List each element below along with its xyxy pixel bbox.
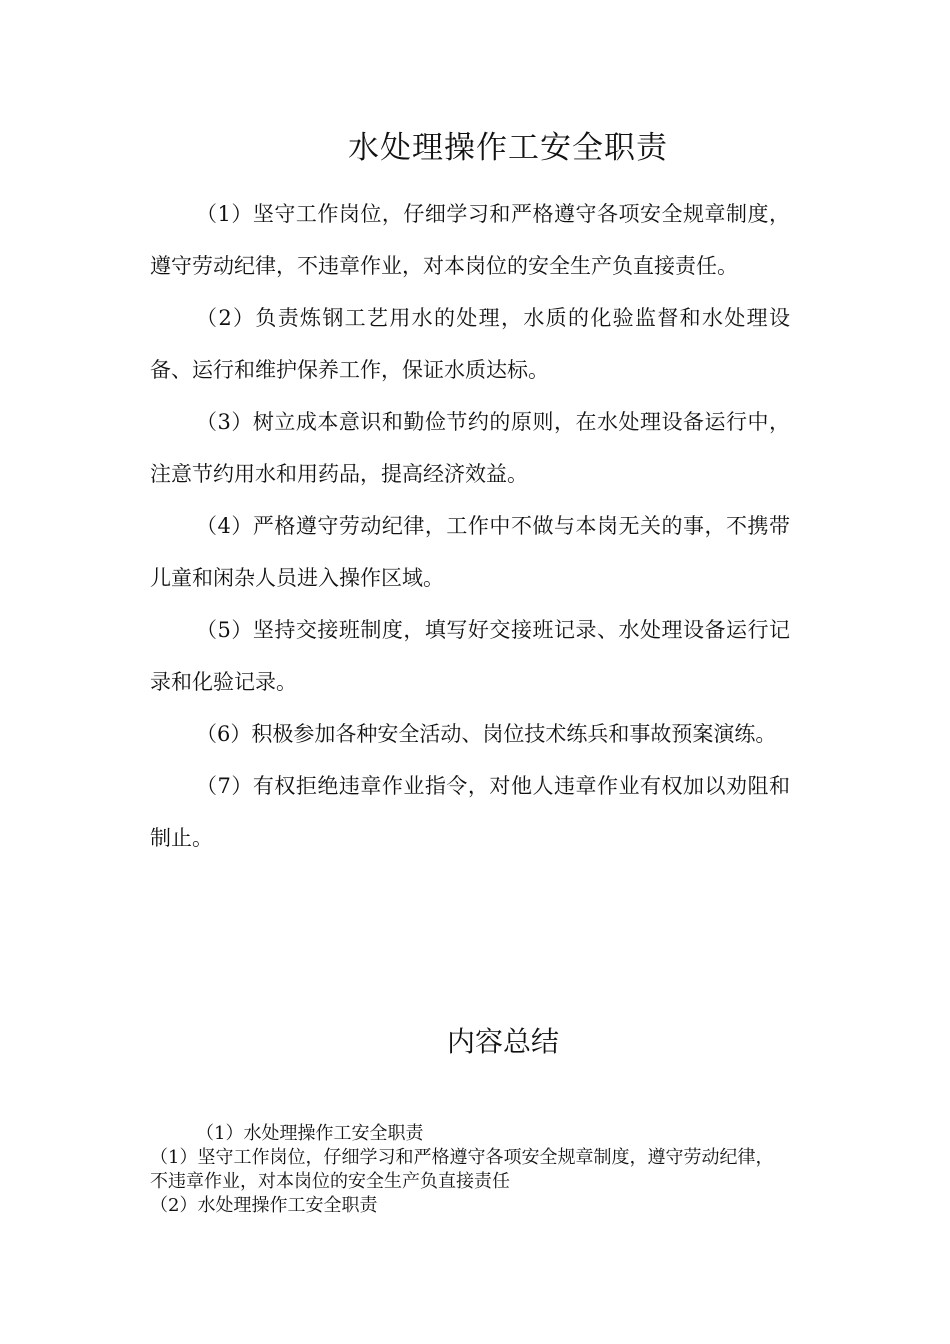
summary-title: 内容总结: [446, 1025, 559, 1058]
duty-paragraph-3: （3）树立成本意识和勤俭节约的原则，在水处理设备运行中，注意节约用水和用药品，提高经济效益。: [150, 410, 790, 486]
duty-paragraph-5: （5）坚持交接班制度，填写好交接班记录、水处理设备运行记录和化验记录。: [150, 618, 790, 694]
duty-paragraph-6: （6）积极参加各种安全活动、岗位技术练兵和事故预案演练。: [196, 722, 777, 746]
duty-paragraph-4: （4）严格遵守劳动纪律，工作中不做与本岗无关的事，不携带儿童和闲杂人员进入操作区域。: [150, 514, 790, 590]
duty-paragraph-7: （7）有权拒绝违章作业指令，对他人违章作业有权加以劝阻和制止。: [150, 774, 790, 850]
summary-line-2: （1）坚守工作岗位，仔细学习和严格遵守各项安全规章制度，遵守劳动纪律，不违章作业，对本岗位的安全生产负直接责任: [150, 1147, 774, 1192]
summary-section: [150, 1122, 790, 1218]
document-body: [150, 188, 790, 864]
summary-line-3: （2）水处理操作工安全职责: [150, 1195, 378, 1216]
duty-paragraph-1: （1）坚守工作岗位，仔细学习和严格遵守各项安全规章制度，遵守劳动纪律，不违章作业，对本岗位的安全生产负直接责任。: [150, 202, 790, 278]
document-title: 水处理操作工安全职责: [348, 130, 668, 166]
summary-line-1: （1）水处理操作工安全职责: [196, 1123, 424, 1144]
duty-paragraph-2: （2）负责炼钢工艺用水的处理，水质的化验监督和水处理设备、运行和维护保养工作，保证水质达标。: [150, 306, 790, 382]
